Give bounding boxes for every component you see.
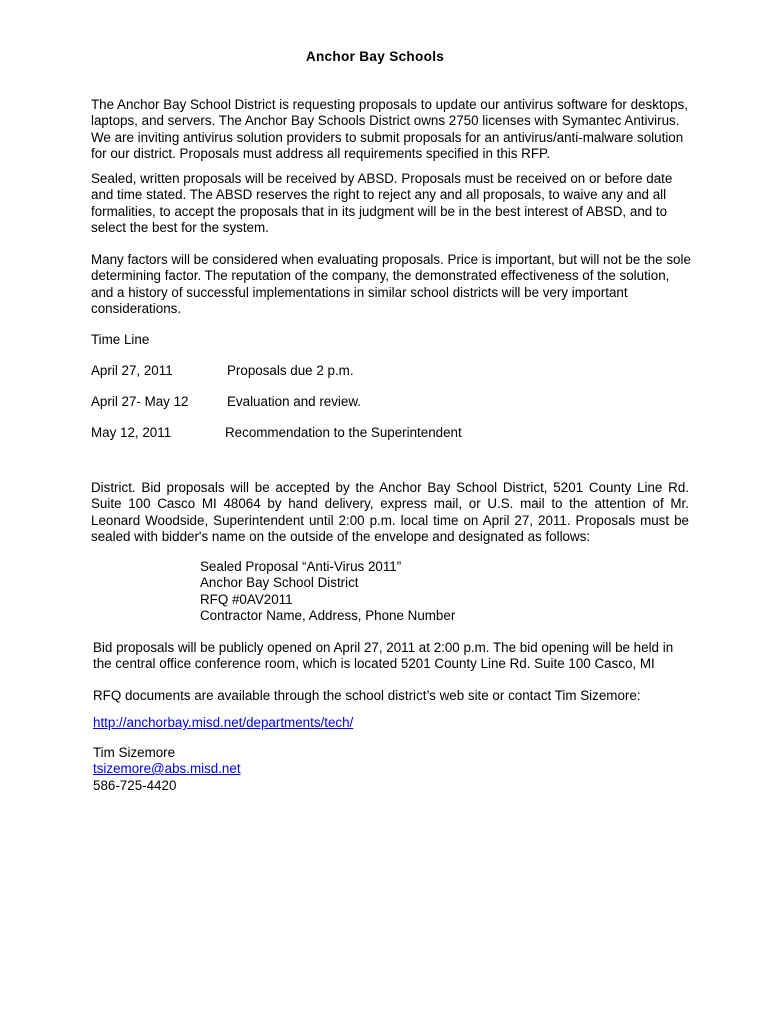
envelope-line: Contractor Name, Address, Phone Number bbox=[200, 608, 456, 623]
timeline-date: May 12, 2011 bbox=[91, 425, 172, 440]
intro-paragraph: The Anchor Bay School District is requesting proposals to update our antivirus software for desktops, laptops, and servers. The Anchor Bay Schools District owns 2750 licenses with Symantec Antivirus. We are inviting antivirus solution providers to submit proposals for an antivirus/anti-malware solution for our district. Proposals must address all requirements specified in this RFP. bbox=[91, 97, 688, 162]
timeline-event: Evaluation and review. bbox=[227, 394, 361, 409]
evaluation-factors-paragraph: Many factors will be considered when evaluating proposals. Price is important, but will not be the sole determining factor. The reputation of the company, the demonstrated effectiveness of the solution, and a history of successful implementations in similar school districts will be very important considerations. bbox=[91, 252, 691, 317]
timeline-heading: Time Line bbox=[91, 332, 150, 347]
envelope-line: Sealed Proposal “Anti-Virus 2011” bbox=[200, 559, 402, 574]
timeline-event: Recommendation to the Superintendent bbox=[225, 425, 462, 440]
bid-delivery-paragraph: District. Bid proposals will be accepted by the Anchor Bay School District, 5201 County Line Rd. Suite 100 Casco MI 48064 by hand delivery, express mail, or U.S. mail to the attention of Mr. Leonard Woodside, Superintendent until 2:00 p.m. local time on April 27, 2011. Proposals must be sealed with bidder's name on the outside of the envelope and designated as follows: bbox=[91, 480, 689, 545]
contact-phone: 586-725-4420 bbox=[93, 778, 177, 793]
envelope-line: RFQ #0AV2011 bbox=[200, 592, 293, 607]
rfq-documents-text: RFQ documents are available through the school district’s web site or contact Tim Sizemore: bbox=[93, 688, 641, 703]
document-title: Anchor Bay Schools bbox=[305, 49, 445, 64]
contact-name: Tim Sizemore bbox=[93, 745, 176, 760]
envelope-line: Anchor Bay School District bbox=[200, 575, 359, 590]
bid-opening-paragraph: Bid proposals will be publicly opened on April 27, 2011 at 2:00 p.m. The bid opening will be held in the central office conference room, which is located 5201 County Line Rd. Suite 100 Casco, MI bbox=[93, 640, 674, 672]
contact-email-link[interactable]: tsizemore@abs.misd.net bbox=[93, 761, 241, 776]
sealed-proposals-paragraph: Sealed, written proposals will be received by ABSD. Proposals must be received on or before date and time stated. The ABSD reserves the right to reject any and all proposals, to waive any and all formalities, to accept the proposals that in its judgment will be in the best interest of ABSD, and to select the best for the system. bbox=[91, 171, 673, 236]
timeline-date: April 27- May 12 bbox=[91, 394, 189, 409]
rfq-documents-link[interactable]: http://anchorbay.misd.net/departments/tech/ bbox=[93, 715, 354, 730]
timeline-date: April 27, 2011 bbox=[91, 363, 173, 378]
timeline-event: Proposals due 2 p.m. bbox=[227, 363, 354, 378]
